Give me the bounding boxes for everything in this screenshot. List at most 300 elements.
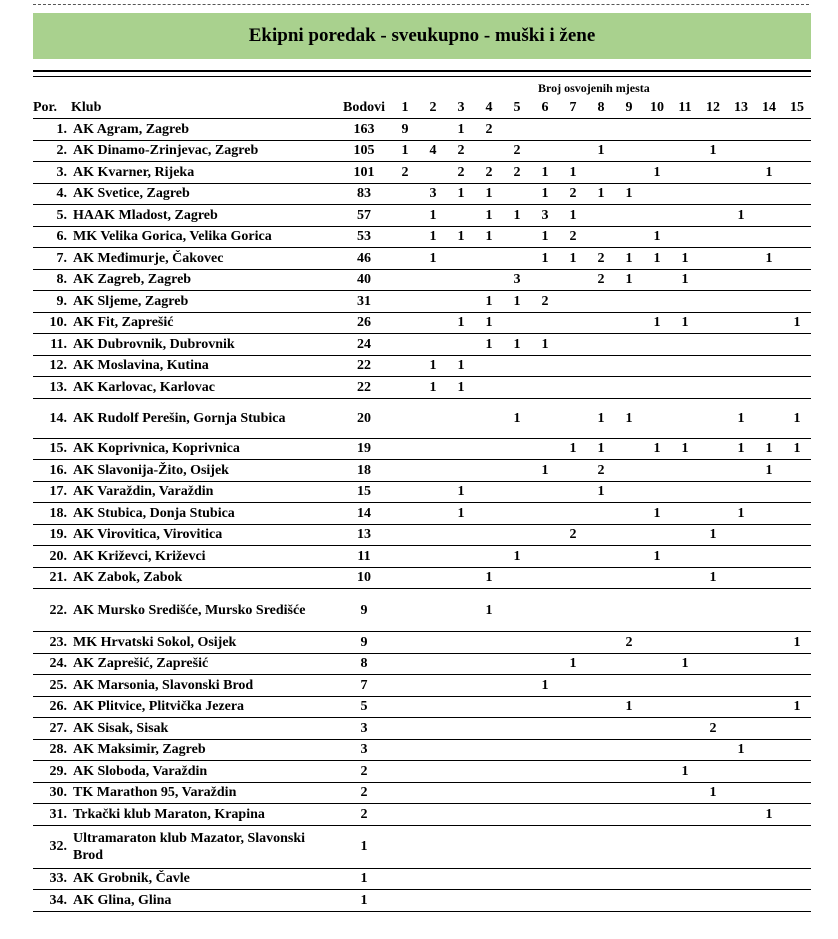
place-count-cell [447, 675, 475, 697]
place-count-cell [755, 782, 783, 804]
place-count-cell [783, 825, 811, 868]
place-count-cell [503, 890, 531, 912]
place-count-cell [419, 503, 447, 525]
place-count-cell [615, 761, 643, 783]
points-cell: 53 [357, 229, 371, 245]
place-count-cell [727, 868, 755, 890]
place-count-cell [755, 761, 783, 783]
place-count-cell: 1 [541, 336, 549, 352]
club-cell: AK Virovitica, Virovitica [73, 527, 223, 543]
place-count-cell [587, 377, 615, 399]
place-count-cell [699, 460, 727, 482]
place-count-cell [783, 119, 811, 141]
place-count-cell: 1 [457, 484, 465, 500]
place-count-cell [503, 377, 531, 399]
place-count-cell [559, 119, 587, 141]
place-count-cell [559, 890, 587, 912]
table-row [33, 761, 811, 783]
place-count-cell: 1 [569, 250, 577, 266]
place-count-cell [755, 524, 783, 546]
place-count-cell [419, 718, 447, 740]
place-count-cell [643, 632, 671, 654]
place-count-cell [671, 460, 699, 482]
place-count-cell [447, 567, 475, 589]
place-count-cell: 1 [793, 315, 801, 331]
points-cell: 9 [360, 634, 368, 650]
place-count-cell [727, 334, 755, 356]
place-count-cell [643, 890, 671, 912]
place-count-cell [643, 804, 671, 826]
place-count-cell [447, 825, 475, 868]
place-count-cell [419, 438, 447, 460]
place-count-cell [475, 761, 503, 783]
club-cell: AK Mursko Središće, Mursko Središće [73, 602, 306, 618]
place-count-cell [531, 119, 559, 141]
place-count-cell [699, 269, 727, 291]
place-count-cell: 1 [429, 358, 437, 374]
place-count-cell [587, 804, 615, 826]
table-row [33, 632, 811, 654]
place-count-cell [783, 653, 811, 675]
place-count-cell [643, 825, 671, 868]
place-count-cell [419, 761, 447, 783]
place-count-cell [419, 825, 447, 868]
place-count-cell [783, 377, 811, 399]
place-count-cell [727, 524, 755, 546]
place-count-cell [419, 632, 447, 654]
rank-cell: 33. [49, 871, 67, 887]
place-count-cell [671, 226, 699, 248]
place-count-cell: 1 [681, 250, 689, 266]
place-header: 7 [569, 100, 577, 115]
place-count-cell [391, 761, 419, 783]
place-header: 15 [790, 100, 804, 115]
place-count-cell [503, 438, 531, 460]
place-header: 13 [734, 100, 748, 115]
place-count-cell [391, 248, 419, 270]
place-count-cell [727, 675, 755, 697]
place-count-cell [727, 696, 755, 718]
club-cell: AK Dubrovnik, Dubrovnik [73, 336, 235, 352]
place-count-cell [587, 546, 615, 568]
table-row [33, 312, 811, 334]
place-count-cell [391, 739, 419, 761]
rank-cell: 10. [49, 315, 67, 331]
place-count-cell: 1 [653, 164, 661, 180]
place-count-cell [699, 334, 727, 356]
place-count-cell [755, 377, 783, 399]
table-row [33, 481, 811, 503]
table-row [33, 226, 811, 248]
place-header: 1 [401, 100, 409, 115]
place-count-cell [531, 398, 559, 438]
rank-cell: 31. [49, 806, 67, 822]
place-count-cell [727, 226, 755, 248]
place-count-cell [587, 718, 615, 740]
place-count-cell [503, 675, 531, 697]
place-count-cell [559, 140, 587, 162]
club-cell: AK Karlovac, Karlovac [73, 379, 215, 395]
place-count-cell [503, 119, 531, 141]
place-count-cell [475, 524, 503, 546]
place-count-cell [643, 739, 671, 761]
place-count-cell [531, 546, 559, 568]
points-header: Bodovi [342, 100, 385, 115]
place-count-cell [587, 312, 615, 334]
place-count-cell [783, 524, 811, 546]
club-cell: Trkački klub Maraton, Krapina [73, 806, 265, 822]
place-count-cell: 1 [541, 677, 549, 693]
place-count-cell [531, 782, 559, 804]
rank-cell: 2. [56, 143, 67, 159]
place-count-cell [587, 226, 615, 248]
place-count-cell [475, 438, 503, 460]
place-count-cell [643, 782, 671, 804]
place-count-cell: 1 [541, 250, 549, 266]
club-cell: MK Velika Gorica, Velika Gorica [73, 229, 272, 245]
place-count-cell [727, 460, 755, 482]
place-count-cell [643, 524, 671, 546]
points-cell: 26 [357, 315, 371, 331]
place-count-cell [503, 567, 531, 589]
place-count-cell [587, 653, 615, 675]
place-count-cell [671, 632, 699, 654]
place-count-cell [671, 739, 699, 761]
place-count-cell: 1 [457, 121, 465, 137]
place-count-cell [699, 868, 727, 890]
place-count-cell [755, 140, 783, 162]
place-count-cell [559, 739, 587, 761]
place-count-cell [587, 675, 615, 697]
place-count-cell [699, 119, 727, 141]
place-count-cell [503, 183, 531, 205]
place-header: 8 [597, 100, 605, 115]
place-count-cell [503, 825, 531, 868]
club-cell: AK Slavonija-Žito, Osijek [73, 462, 229, 478]
place-count-cell [783, 675, 811, 697]
place-count-cell [783, 481, 811, 503]
rank-cell: 34. [49, 892, 67, 908]
points-cell: 10 [357, 570, 371, 586]
club-cell: AK Međimurje, Čakovec [73, 250, 224, 266]
place-count-cell [559, 481, 587, 503]
rank-header: Por. [33, 100, 57, 115]
table-row [33, 269, 811, 291]
place-count-cell [447, 589, 475, 632]
rank-cell: 3. [56, 164, 67, 180]
place-count-cell [391, 291, 419, 313]
place-count-cell [447, 205, 475, 227]
place-count-cell: 1 [709, 570, 717, 586]
place-count-cell: 1 [457, 379, 465, 395]
table-row [33, 868, 811, 890]
place-count-cell [475, 269, 503, 291]
place-count-cell [615, 205, 643, 227]
place-count-cell [643, 481, 671, 503]
club-cell: AK Stubica, Donja Stubica [73, 505, 235, 521]
place-count-cell [671, 524, 699, 546]
table-row [33, 589, 811, 632]
place-count-cell [503, 782, 531, 804]
place-count-cell [727, 653, 755, 675]
place-count-cell [783, 205, 811, 227]
place-count-cell [671, 868, 699, 890]
place-count-cell [783, 739, 811, 761]
place-count-cell [699, 696, 727, 718]
place-count-cell [727, 546, 755, 568]
place-count-cell [671, 589, 699, 632]
place-count-cell [783, 503, 811, 525]
club-cell: AK Zagreb, Zagreb [73, 272, 192, 288]
place-count-cell [503, 804, 531, 826]
points-cell: 22 [357, 379, 371, 395]
place-count-cell [531, 140, 559, 162]
rank-cell: 16. [49, 462, 67, 478]
place-count-cell [755, 312, 783, 334]
rank-cell: 5. [56, 207, 67, 223]
place-count-cell [699, 162, 727, 184]
place-count-cell: 1 [485, 336, 493, 352]
points-cell: 19 [357, 441, 371, 457]
place-count-cell [419, 589, 447, 632]
place-count-cell: 1 [765, 462, 773, 478]
place-count-cell [475, 718, 503, 740]
place-count-cell: 1 [597, 484, 605, 500]
place-count-cell [419, 782, 447, 804]
place-count-cell [643, 119, 671, 141]
points-cell: 2 [360, 785, 368, 801]
place-count-cell: 1 [485, 293, 493, 309]
place-count-cell [475, 546, 503, 568]
place-count-cell [615, 804, 643, 826]
place-count-cell [419, 398, 447, 438]
place-count-cell [783, 589, 811, 632]
place-count-cell: 1 [541, 186, 549, 202]
place-count-cell [783, 718, 811, 740]
place-count-cell [531, 312, 559, 334]
place-count-cell [643, 140, 671, 162]
place-count-cell [419, 868, 447, 890]
place-count-cell [755, 567, 783, 589]
place-count-cell [671, 119, 699, 141]
place-count-cell [475, 653, 503, 675]
place-count-cell: 1 [541, 164, 549, 180]
place-count-cell [615, 782, 643, 804]
points-cell: 40 [357, 272, 371, 288]
place-count-cell [727, 890, 755, 912]
place-count-cell [531, 825, 559, 868]
table-row [33, 377, 811, 399]
table-row [33, 804, 811, 826]
place-count-cell [559, 868, 587, 890]
place-count-cell [419, 524, 447, 546]
place-count-cell: 1 [737, 410, 745, 426]
place-count-cell [783, 890, 811, 912]
place-count-cell [643, 183, 671, 205]
place-count-cell [475, 632, 503, 654]
place-count-cell [727, 119, 755, 141]
place-count-cell [391, 868, 419, 890]
place-count-cell [671, 481, 699, 503]
place-header: 10 [650, 100, 664, 115]
place-count-cell: 1 [541, 462, 549, 478]
place-count-cell [727, 761, 755, 783]
rank-cell: 22. [49, 602, 67, 618]
place-count-cell [699, 355, 727, 377]
place-count-cell [783, 269, 811, 291]
points-cell: 1 [360, 839, 368, 854]
place-count-cell [615, 377, 643, 399]
place-count-cell: 1 [681, 763, 689, 779]
place-count-cell: 1 [653, 548, 661, 564]
place-count-cell: 2 [625, 634, 633, 650]
place-count-cell: 1 [709, 785, 717, 801]
place-count-cell [671, 890, 699, 912]
club-cell: AK Maksimir, Zagreb [73, 742, 206, 758]
place-count-cell [531, 269, 559, 291]
points-cell: 31 [357, 293, 371, 309]
table-row [33, 248, 811, 270]
points-cell: 8 [360, 656, 368, 672]
rank-cell: 8. [56, 272, 67, 288]
place-count-cell [699, 291, 727, 313]
place-count-cell [699, 804, 727, 826]
club-cell: AK Sloboda, Varaždin [73, 763, 208, 779]
rank-cell: 32. [49, 839, 67, 854]
place-count-cell [755, 398, 783, 438]
place-count-cell [615, 460, 643, 482]
place-count-cell: 1 [793, 441, 801, 457]
place-count-cell [643, 675, 671, 697]
place-count-cell [615, 546, 643, 568]
place-count-cell [475, 804, 503, 826]
place-count-cell [783, 868, 811, 890]
place-count-cell [419, 269, 447, 291]
place-count-cell: 2 [569, 229, 577, 245]
place-count-cell [419, 739, 447, 761]
place-count-cell [727, 782, 755, 804]
place-count-cell [615, 140, 643, 162]
place-count-cell [699, 739, 727, 761]
place-count-cell: 1 [513, 336, 521, 352]
rank-cell: 11. [50, 336, 67, 352]
place-count-cell [559, 398, 587, 438]
points-cell: 13 [357, 527, 371, 543]
place-count-cell [643, 718, 671, 740]
place-count-cell [419, 696, 447, 718]
place-count-cell [699, 825, 727, 868]
place-count-cell [755, 739, 783, 761]
points-cell: 57 [357, 207, 371, 223]
place-count-cell: 1 [569, 441, 577, 457]
table-row [33, 675, 811, 697]
rank-cell: 7. [56, 250, 67, 266]
table-row [33, 546, 811, 568]
place-count-cell: 1 [429, 250, 437, 266]
place-count-cell [475, 248, 503, 270]
place-count-cell [503, 355, 531, 377]
place-count-cell [391, 718, 419, 740]
place-count-cell [671, 546, 699, 568]
page-title: Ekipni poredak - sveukupno - muški i žene [33, 13, 811, 59]
place-count-cell [531, 632, 559, 654]
place-count-cell [559, 825, 587, 868]
table-row [33, 825, 811, 868]
points-cell: 9 [360, 602, 368, 618]
place-count-cell [391, 481, 419, 503]
place-count-cell [643, 653, 671, 675]
place-count-cell: 1 [793, 699, 801, 715]
place-count-cell: 1 [765, 164, 773, 180]
place-count-cell [503, 248, 531, 270]
place-count-cell [559, 269, 587, 291]
place-count-cell [671, 377, 699, 399]
place-count-cell [755, 269, 783, 291]
place-count-cell [503, 226, 531, 248]
place-count-cell: 1 [681, 441, 689, 457]
place-count-cell [447, 269, 475, 291]
rank-cell: 12. [49, 358, 67, 374]
points-cell: 163 [353, 121, 375, 137]
place-count-cell: 1 [429, 379, 437, 395]
place-count-cell [531, 481, 559, 503]
place-count-cell [391, 183, 419, 205]
place-count-cell [587, 355, 615, 377]
place-count-cell [531, 377, 559, 399]
place-count-cell [503, 739, 531, 761]
place-count-cell [391, 632, 419, 654]
place-count-cell [447, 438, 475, 460]
club-cell: AK Agram, Zagreb [73, 121, 190, 137]
club-cell: AK Koprivnica, Koprivnica [73, 441, 240, 457]
place-count-cell [727, 140, 755, 162]
club-cell: AK Križevci, Križevci [73, 548, 206, 564]
place-count-cell [503, 653, 531, 675]
place-count-cell [699, 632, 727, 654]
place-count-cell [391, 825, 419, 868]
place-count-cell [615, 481, 643, 503]
place-count-cell [391, 653, 419, 675]
table-row [33, 653, 811, 675]
place-count-cell [615, 312, 643, 334]
place-count-cell [755, 205, 783, 227]
place-count-cell [699, 503, 727, 525]
place-count-cell [531, 696, 559, 718]
place-count-cell: 1 [401, 143, 409, 159]
place-count-cell [419, 890, 447, 912]
place-count-cell [699, 890, 727, 912]
place-count-cell [755, 868, 783, 890]
place-count-cell [615, 355, 643, 377]
place-count-cell [755, 291, 783, 313]
place-count-cell [447, 460, 475, 482]
place-count-cell [783, 567, 811, 589]
place-count-cell [643, 460, 671, 482]
place-count-cell [391, 890, 419, 912]
place-count-cell [727, 312, 755, 334]
place-count-cell [755, 481, 783, 503]
place-count-cell [727, 377, 755, 399]
place-count-cell [615, 438, 643, 460]
place-count-cell [503, 589, 531, 632]
place-count-cell [447, 718, 475, 740]
place-count-cell [587, 782, 615, 804]
place-count-cell [671, 398, 699, 438]
club-cell: AK Grobnik, Čavle [73, 871, 190, 887]
place-count-cell [671, 718, 699, 740]
place-count-cell [783, 248, 811, 270]
place-count-cell: 2 [513, 164, 521, 180]
